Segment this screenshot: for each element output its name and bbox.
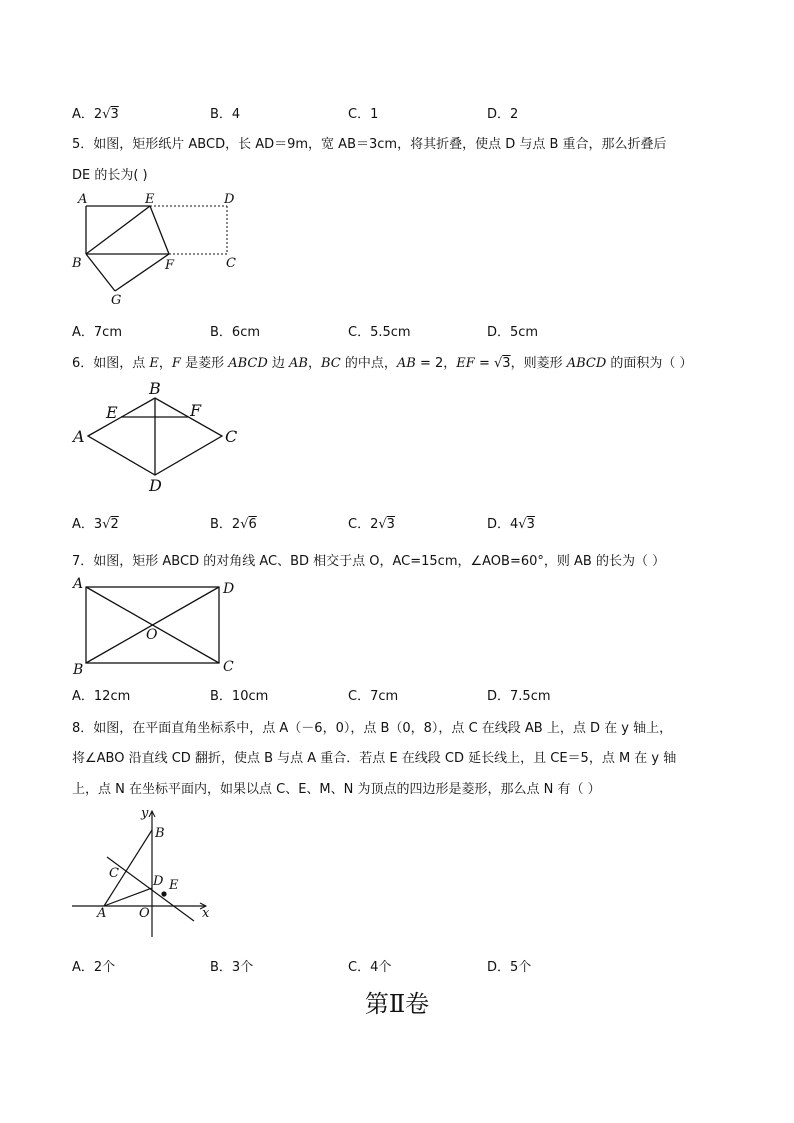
q8-label-o: O xyxy=(139,906,150,921)
q8-label-b: B xyxy=(155,826,165,841)
q7-label-d: D xyxy=(223,581,235,597)
q8-segment-ad xyxy=(104,888,152,906)
q8-option-d[interactable]: D．5个 xyxy=(487,960,532,975)
q7-option-b[interactable]: B．10cm xyxy=(210,689,269,704)
q8-line-cde xyxy=(107,857,194,921)
q5-edge-be xyxy=(86,206,150,254)
q6-question: 6．如图，点 E，F 是菱形 ABCD 边 AB，BC 的中点，AB = 2，EF = √3，则菱形 ABCD 的面积为（ ） xyxy=(72,356,693,371)
q8-point-e xyxy=(161,891,166,896)
q4-option-c[interactable]: C．1 xyxy=(348,107,379,122)
q5-edge-gf xyxy=(115,254,169,291)
sqrt-sign: √ xyxy=(240,517,249,532)
q4-option-d[interactable]: D．2 xyxy=(487,107,519,122)
q5-option-d[interactable]: D．5cm xyxy=(487,325,539,340)
q5-question-line2: DE 的长为( ) xyxy=(72,168,148,183)
q8-label-e: E xyxy=(169,878,179,893)
q8-label-c: C xyxy=(109,866,119,881)
q7-question: 7．如图，矩形 ABCD 的对角线 AC、BD 相交于点 O，AC=15cm，∠AOB=60°，则 AB 的长为（ ） xyxy=(72,554,666,569)
q7-option-c[interactable]: C．7cm xyxy=(348,689,399,704)
q5-question-line1: 5．如图，矩形纸片 ABCD，长 AD＝9m，宽 AB＝3cm，将其折叠，使点 D 与点 B 重合，那么折叠后 xyxy=(72,137,667,152)
q5-label-f: F xyxy=(165,258,175,273)
q8-label-a: A xyxy=(97,906,107,921)
q6-figure xyxy=(68,378,248,496)
sqrt-sign: √ xyxy=(102,107,111,122)
q7-option-a[interactable]: A．12cm xyxy=(72,689,131,704)
q5-label-g: G xyxy=(111,293,122,308)
q5-figure xyxy=(66,186,256,308)
q7-label-o: O xyxy=(146,627,158,643)
q7-label-c: C xyxy=(223,659,234,675)
q7-option-d[interactable]: D．7.5cm xyxy=(487,689,551,704)
sqrt-sign: √ xyxy=(518,517,527,532)
q8-figure xyxy=(66,805,226,941)
q8-option-a[interactable]: A．2个 xyxy=(72,960,116,975)
sqrt-sign: √ xyxy=(378,517,387,532)
sqrt-sign: √ xyxy=(102,517,111,532)
q7-label-a: A xyxy=(73,576,84,592)
q5-option-b[interactable]: B．6cm xyxy=(210,325,261,340)
section-title: 第Ⅱ卷 xyxy=(364,990,430,1018)
q6-label-b: B xyxy=(149,379,161,398)
q8-label-x: x xyxy=(202,906,210,921)
q5-label-c: C xyxy=(226,256,236,271)
q7-figure xyxy=(68,574,248,678)
q8-option-b[interactable]: B．3个 xyxy=(210,960,254,975)
q8-question-line2: 将∠ABO 沿直线 CD 翻折，使点 B 与点 A 重合．若点 E 在线段 CD 延长线上，且 CE＝5，点 M 在 y 轴 xyxy=(72,751,677,766)
q6-option-b[interactable]: B．2√6 xyxy=(210,517,257,532)
q6-label-f: F xyxy=(190,401,202,420)
q8-option-c[interactable]: C．4个 xyxy=(348,960,392,975)
q6-label-a: A xyxy=(73,427,85,446)
q6-option-d[interactable]: D．4√3 xyxy=(487,517,535,532)
q5-edge-bg xyxy=(86,254,115,291)
q4-option-b[interactable]: B．4 xyxy=(210,107,241,122)
q8-label-d: D xyxy=(153,874,164,889)
q6-label-c: C xyxy=(225,427,238,446)
q6-label-e: E xyxy=(106,403,118,422)
q5-option-a[interactable]: A．7cm xyxy=(72,325,122,340)
q5-option-c[interactable]: C．5.5cm xyxy=(348,325,411,340)
q6-option-c[interactable]: C．2√3 xyxy=(348,517,395,532)
q8-question-line1: 8．如图，在平面直角坐标系中，点 A（－6，0），点 B（0，8），点 C 在线段 AB 上，点 D 在 y 轴上， xyxy=(72,721,673,736)
q8-label-y: y xyxy=(141,806,149,821)
q5-label-a: A xyxy=(78,192,88,207)
q6-label-d: D xyxy=(149,476,162,495)
q5-label-d: D xyxy=(224,192,235,207)
q5-label-b: B xyxy=(72,256,82,271)
q8-question-line3: 上，点 N 在坐标平面内，如果以点 C、E、M、N 为顶点的四边形是菱形，那么点 N 有（ ） xyxy=(72,782,601,797)
q7-label-b: B xyxy=(73,662,84,678)
q6-option-a[interactable]: A．3√2 xyxy=(72,517,119,532)
q5-edge-ef xyxy=(150,206,169,254)
sqrt-sign: √ xyxy=(493,356,503,371)
q4-option-a[interactable]: A．2√3 xyxy=(72,107,119,122)
q5-label-e: E xyxy=(145,192,155,207)
